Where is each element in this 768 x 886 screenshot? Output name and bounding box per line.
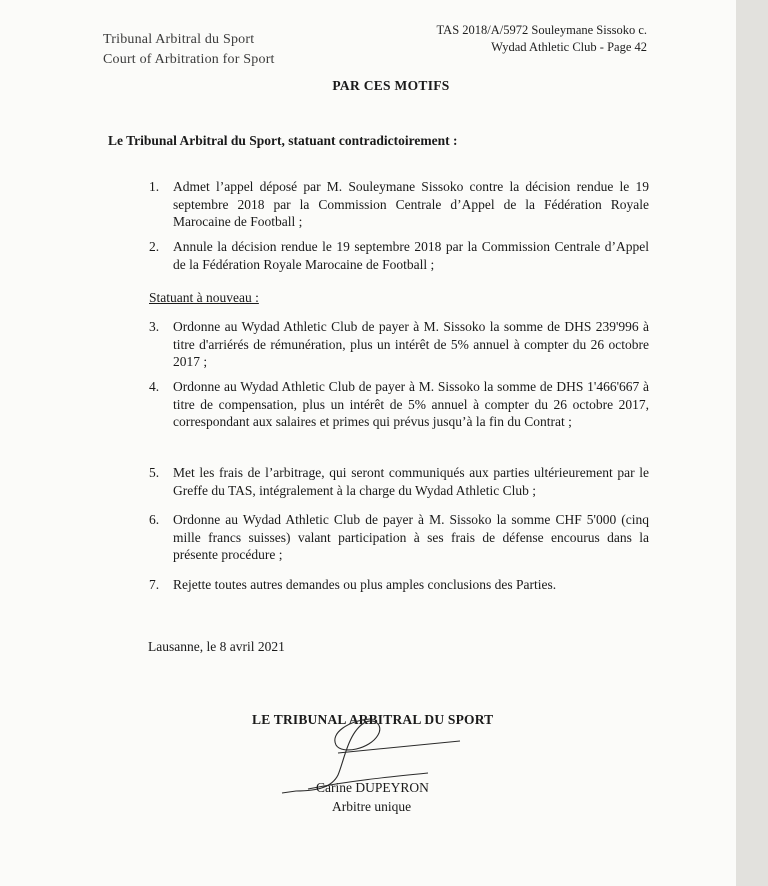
page-margin-background bbox=[736, 0, 768, 886]
ruling-item-7 bbox=[149, 576, 649, 594]
signer-name: Carine DUPEYRON bbox=[316, 780, 429, 795]
ruling-item-4 bbox=[149, 378, 649, 431]
case-reference bbox=[437, 22, 647, 56]
item-number: 3. bbox=[149, 319, 160, 334]
section-heading: PAR CES MOTIFS bbox=[332, 78, 450, 93]
ruling-item-5 bbox=[149, 464, 649, 499]
org-name-en: Court of Arbitration for Sport bbox=[103, 52, 275, 67]
item-text: Admet l’appel déposé par M. Souleymane Sissoko contre la décision rendue le 19 septembre 2018 par la Commission Centrale d’Appel de la Fédération Royale Marocaine de Football ; bbox=[173, 179, 649, 229]
place-and-date: Lausanne, le 8 avril 2021 bbox=[148, 639, 285, 654]
ruling-item-6 bbox=[149, 511, 649, 564]
item-number: 6. bbox=[149, 512, 160, 527]
org-name-fr: Tribunal Arbitral du Sport bbox=[103, 32, 255, 47]
case-ref-line-2: Wydad Athletic Club - Page 42 bbox=[491, 40, 647, 54]
item-text: Rejette toutes autres demandes ou plus amples conclusions des Parties. bbox=[173, 577, 557, 592]
case-ref-line-1: TAS 2018/A/5972 Souleymane Sissoko c. bbox=[436, 23, 647, 37]
item-number: 4. bbox=[149, 379, 160, 394]
ruling-item-2 bbox=[149, 238, 649, 273]
ruling-item-1 bbox=[149, 178, 649, 231]
item-number: 1. bbox=[149, 179, 160, 194]
item-text: Ordonne au Wydad Athletic Club de payer à M. Sissoko la somme de DHS 239'996 à titre d'arriérés de rémunération, plus un intérêt de 5% annuel à compter du 26 octobre 2017 ; bbox=[173, 319, 649, 369]
tribunal-signature-heading: LE TRIBUNAL ARBITRAL DU SPORT bbox=[252, 712, 494, 727]
signer-role: Arbitre unique bbox=[332, 799, 412, 814]
intro-statement: Le Tribunal Arbitral du Sport, statuant contradictoirement : bbox=[108, 133, 458, 148]
item-text: Ordonne au Wydad Athletic Club de payer à M. Sissoko la somme CHF 5'000 (cinq mille francs suisses) valant participation à ses frais de défense encourus dans la présente procédure ; bbox=[173, 512, 649, 562]
item-text: Met les frais de l’arbitrage, qui seront communiqués aux parties ultérieurement par le Greffe du TAS, intégralement à la charge du Wydad Athletic Club ; bbox=[173, 465, 649, 498]
item-text: Ordonne au Wydad Athletic Club de payer à M. Sissoko la somme de DHS 1'466'667 à titre de compensation, plus un intérêt de 5% annuel à compter du 26 octobre 2017, correspondant aux salaires et primes qui prévus jusqu’à la fin du Contrat ; bbox=[173, 379, 649, 429]
item-number: 2. bbox=[149, 239, 160, 254]
item-number: 5. bbox=[149, 465, 160, 480]
item-text: Annule la décision rendue le 19 septembre 2018 par la Commission Centrale d’Appel de la Fédération Royale Marocaine de Football ; bbox=[173, 239, 649, 272]
ruling-item-3 bbox=[149, 318, 649, 371]
item-number: 7. bbox=[149, 577, 160, 592]
organization-name bbox=[103, 30, 275, 70]
subheading: Statuant à nouveau : bbox=[149, 290, 259, 305]
